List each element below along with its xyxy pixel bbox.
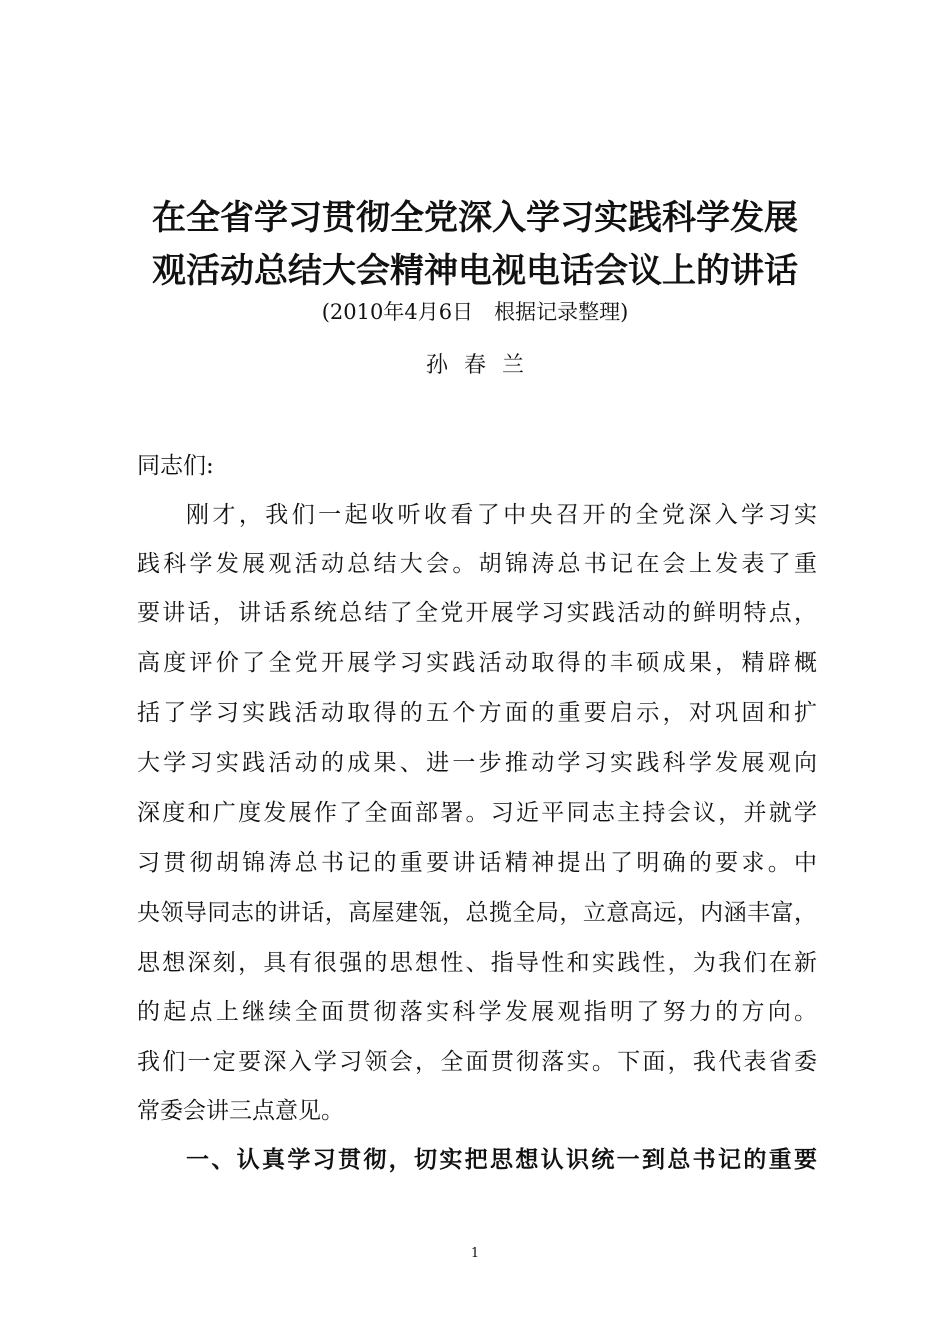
paragraph-line: 习贯彻胡锦涛总书记的重要讲话精神提出了明确的要求。中 <box>137 850 817 876</box>
document-subtitle-date: (2010年4月6日 根据记录整理) <box>321 300 629 324</box>
paragraph-line: 深度和广度发展作了全面部署。习近平同志主持会议，并就学 <box>137 800 817 826</box>
author-name: 孙春兰 <box>425 353 540 378</box>
greeting: 同志们: <box>137 453 214 479</box>
paragraph-line: 央领导同志的讲话，高屋建瓴，总揽全局，立意高远，内涵丰富， <box>137 900 817 926</box>
paragraph-line: 刚才，我们一起收听收看了中央召开的全党深入学习实 <box>186 502 817 528</box>
paragraph-line: 要讲话，讲话系统总结了全党开展学习实践活动的鲜明特点， <box>137 600 817 626</box>
page-number: 1 <box>470 1246 480 1261</box>
document-title-line-2: 观活动总结大会精神电视电话会议上的讲话 <box>152 251 798 291</box>
paragraph-line: 高度评价了全党开展学习实践活动取得的丰硕成果，精辟概 <box>137 650 817 676</box>
section-heading-1: 一、认真学习贯彻，切实把思想认识统一到总书记的重要 <box>186 1147 817 1173</box>
paragraph-line: 我们一定要深入学习领会，全面贯彻落实。下面，我代表省委 <box>137 1049 817 1075</box>
paragraph-line: 思想深刻，具有很强的思想性、指导性和实践性，为我们在新 <box>137 950 817 976</box>
paragraph-line: 的起点上继续全面贯彻落实科学发展观指明了努力的方向。 <box>137 999 817 1025</box>
paragraph-line: 践科学发展观活动总结大会。胡锦涛总书记在会上发表了重 <box>137 551 817 577</box>
paragraph-line: 括了学习实践活动取得的五个方面的重要启示，对巩固和扩 <box>137 700 817 726</box>
document-title-line-1: 在全省学习贯彻全党深入学习实践科学发展 <box>152 198 798 238</box>
paragraph-line: 大学习实践活动的成果、进一步推动学习实践科学发展观向 <box>137 750 817 776</box>
paragraph-line: 常委会讲三点意见。 <box>137 1098 344 1124</box>
